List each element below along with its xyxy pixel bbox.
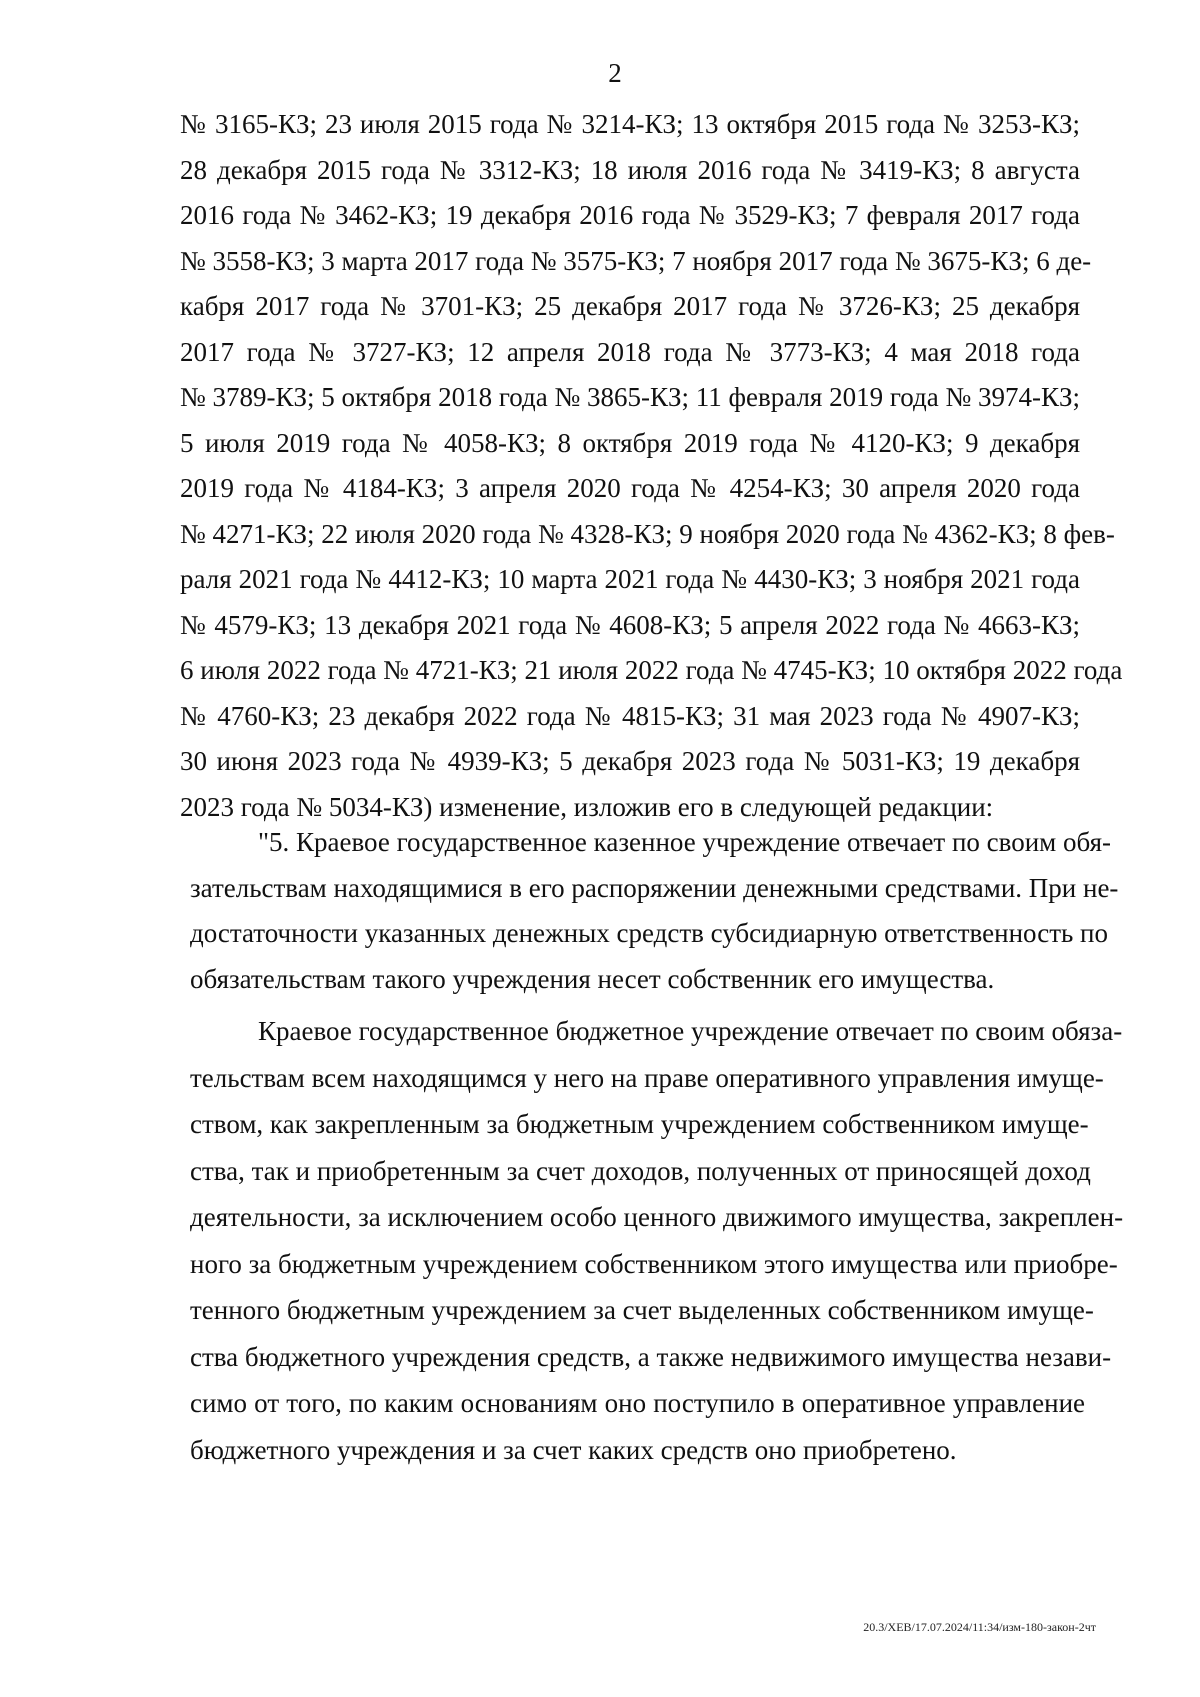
paragraph-5-part2: [190, 1008, 1124, 1473]
text-line: 2019 года № 4184-КЗ; 3 апреля 2020 года № 4254-КЗ; 30 апреля 2020 года: [180, 473, 1080, 503]
text-line: № 4271-КЗ; 22 июля 2020 года № 4328-КЗ; 9 ноября 2020 года № 4362-КЗ; 8 фев-: [180, 518, 1115, 549]
document-footer-code: 20.3/ХЕВ/17.07.2024/11:34/изм-180-закон-2чт: [863, 1620, 1096, 1634]
text-line: обязательствам такого учреждения несет собственник его имущества.: [190, 963, 995, 994]
text-line: № 4579-КЗ; 13 декабря 2021 года № 4608-КЗ; 5 апреля 2022 года № 4663-КЗ;: [180, 609, 1080, 640]
text-line: № 3165-КЗ; 23 июля 2015 года № 3214-КЗ; 13 октября 2015 года № 3253-КЗ;: [180, 109, 1080, 139]
text-line: зательствам находящимися в его распоряжении денежными средствами. При не-: [190, 872, 1119, 903]
text-line: раля 2021 года № 4412-КЗ; 10 марта 2021 года № 4430-КЗ; 3 ноября 2021 года: [180, 564, 1080, 594]
text-line: "5. Краевое государственное казенное учреждение отвечает по своим обя-: [258, 827, 1111, 857]
text-line: симо от того, по каким основаниям оно поступило в оперативное управление: [190, 1388, 1085, 1418]
text-line: тельствам всем находящимся у него на праве оперативного управления имуще-: [190, 1062, 1104, 1093]
text-line: ства, так и приобретенным за счет доходов, полученных от приносящей доход: [190, 1155, 1091, 1186]
text-line: 28 декабря 2015 года № 3312-КЗ; 18 июля 2016 года № 3419-КЗ; 8 августа: [180, 154, 1080, 185]
text-line: ства бюджетного учреждения средств, а также недвижимого имущества незави-: [190, 1341, 1112, 1372]
text-line: 2016 года № 3462-КЗ; 19 декабря 2016 года № 3529-КЗ; 7 февраля 2017 года: [180, 200, 1080, 230]
paragraph-5-part1: [190, 820, 1119, 1002]
text-line: № 3558-КЗ; 3 марта 2017 года № 3575-КЗ; 7 ноября 2017 года № 3675-КЗ; 6 де-: [180, 245, 1092, 276]
text-line: 5 июля 2019 года № 4058-КЗ; 8 октября 2019 года № 4120-КЗ; 9 декабря: [180, 427, 1080, 458]
text-line: тенного бюджетным учреждением за счет выделенных собственником имуще-: [190, 1295, 1094, 1325]
page-number: 2: [608, 58, 622, 88]
text-line: № 4760-КЗ; 23 декабря 2022 года № 4815-КЗ; 31 мая 2023 года № 4907-КЗ;: [180, 700, 1080, 731]
text-line: 6 июля 2022 года № 4721-КЗ; 21 июля 2022 года № 4745-КЗ; 10 октября 2022 года: [180, 655, 1123, 685]
text-line: деятельности, за исключением особо ценного движимого имущества, закреплен-: [190, 1202, 1124, 1232]
text-line: достаточности указанных денежных средств субсидиарную ответственность по: [190, 918, 1108, 948]
text-line: Краевое государственное бюджетное учреждение отвечает по своим обяза-: [258, 1016, 1123, 1046]
text-line: бюджетного учреждения и за счет каких средств оно приобретено.: [190, 1434, 957, 1465]
text-line: ством, как закрепленным за бюджетным учреждением собственником имуще-: [190, 1109, 1089, 1139]
text-line: ного за бюджетным учреждением собственником этого имущества или приобре-: [190, 1248, 1118, 1279]
text-line: № 3789-КЗ; 5 октября 2018 года № 3865-КЗ; 11 февраля 2019 года № 3974-КЗ;: [180, 382, 1080, 412]
amendments-list-text: [180, 102, 1123, 830]
text-line: 2017 года № 3727-КЗ; 12 апреля 2018 года № 3773-КЗ; 4 мая 2018 года: [180, 336, 1080, 367]
text-line: 30 июня 2023 года № 4939-КЗ; 5 декабря 2023 года № 5031-КЗ; 19 декабря: [180, 746, 1080, 776]
text-line: 2023 года № 5034-КЗ) изменение, изложив его в следующей редакции:: [180, 791, 994, 822]
text-line: кабря 2017 года № 3701-КЗ; 25 декабря 2017 года № 3726-КЗ; 25 декабря: [180, 291, 1080, 321]
